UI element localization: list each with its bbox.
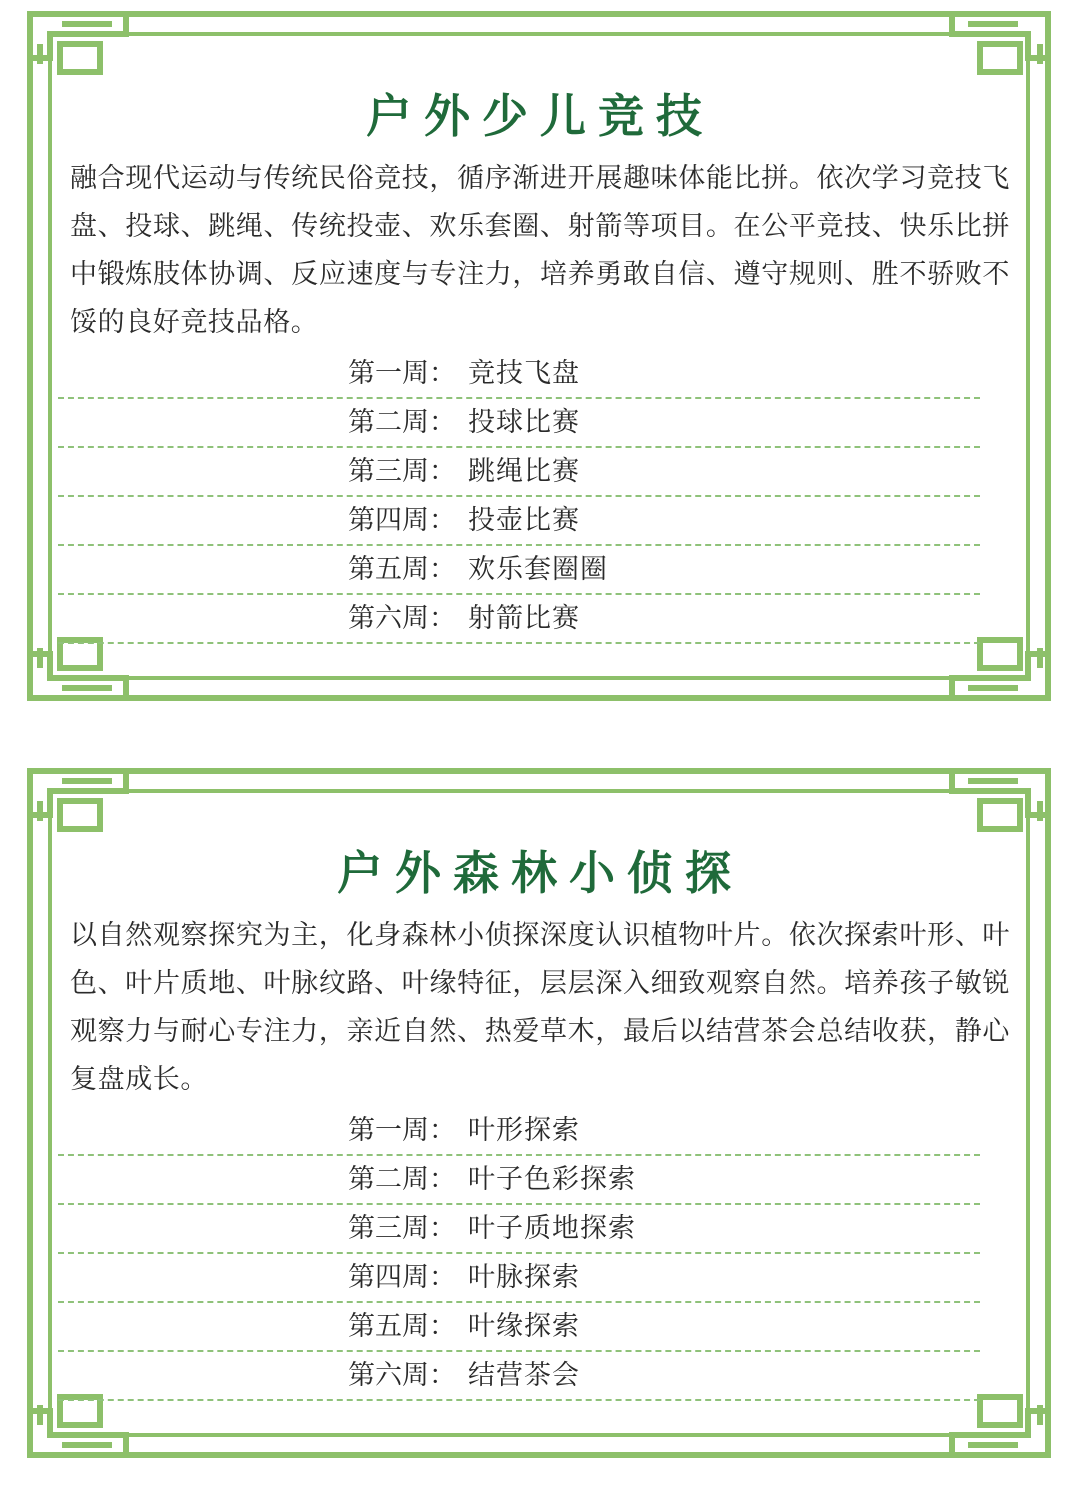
week-label: 第三周： (348, 456, 456, 487)
schedule-row (58, 350, 980, 399)
course-card-outdoor-sports (0, 0, 1080, 707)
schedule-row (58, 497, 980, 546)
schedule-row (58, 399, 980, 448)
schedule-row (58, 448, 980, 497)
schedule-row (58, 1303, 980, 1352)
week-activity: 投球比赛 (468, 407, 580, 438)
week-label: 第四周： (348, 1262, 456, 1293)
week-label: 第三周： (348, 1213, 456, 1244)
schedule-row (58, 1352, 980, 1401)
week-label: 第二周： (348, 407, 456, 438)
card-description: 以自然观察探究为主，化身森林小侦探深度认识植物叶片。依次探索叶形、叶色、叶片质地、叶脉纹路、叶缘特征，层层深入细致观察自然。培养孩子敏锐观察力与耐心专注力，亲近自然、热爱草木，最后以结营茶会总结收获，静心复盘成长。 (70, 920, 1010, 1095)
schedule-row (58, 1205, 980, 1254)
week-label: 第五周： (348, 554, 456, 585)
card-title: 户外森林小侦探 (337, 846, 743, 901)
week-activity: 叶缘探索 (468, 1311, 580, 1342)
card-description: 融合现代运动与传统民俗竞技，循序渐进开展趣味体能比拼。依次学习竞技飞盘、投球、跳绳、传统投壶、欢乐套圈、射箭等项目。在公平竞技、快乐比拼中锻炼肢体协调、反应速度与专注力，培养勇敢自信、遵守规则、胜不骄败不馁的良好竞技品格。 (70, 163, 1010, 338)
week-activity: 结营茶会 (468, 1360, 580, 1391)
week-label: 第一周： (348, 1115, 456, 1146)
schedule-row (58, 595, 980, 644)
week-activity: 叶子质地探索 (468, 1213, 636, 1244)
week-activity: 叶形探索 (468, 1115, 580, 1146)
week-label: 第四周： (348, 505, 456, 536)
week-label: 第五周： (348, 1311, 456, 1342)
week-activity: 投壶比赛 (468, 505, 580, 536)
week-activity: 叶子色彩探索 (468, 1164, 636, 1195)
week-activity: 竞技飞盘 (468, 358, 580, 389)
week-label: 第六周： (348, 603, 456, 634)
course-card-forest-detective (0, 757, 1080, 1464)
schedule-row (58, 1107, 980, 1156)
week-activity: 跳绳比赛 (468, 456, 580, 487)
schedule-row (58, 1156, 980, 1205)
week-activity: 欢乐套圈圈 (468, 554, 608, 585)
week-label: 第六周： (348, 1360, 456, 1391)
week-activity: 叶脉探索 (468, 1262, 580, 1293)
weekly-schedule (58, 1107, 980, 1401)
schedule-row (58, 1254, 980, 1303)
weekly-schedule (58, 350, 980, 644)
week-activity: 射箭比赛 (468, 603, 580, 634)
card-title: 户外少儿竞技 (366, 89, 714, 144)
week-label: 第二周： (348, 1164, 456, 1195)
schedule-row (58, 546, 980, 595)
week-label: 第一周： (348, 358, 456, 389)
